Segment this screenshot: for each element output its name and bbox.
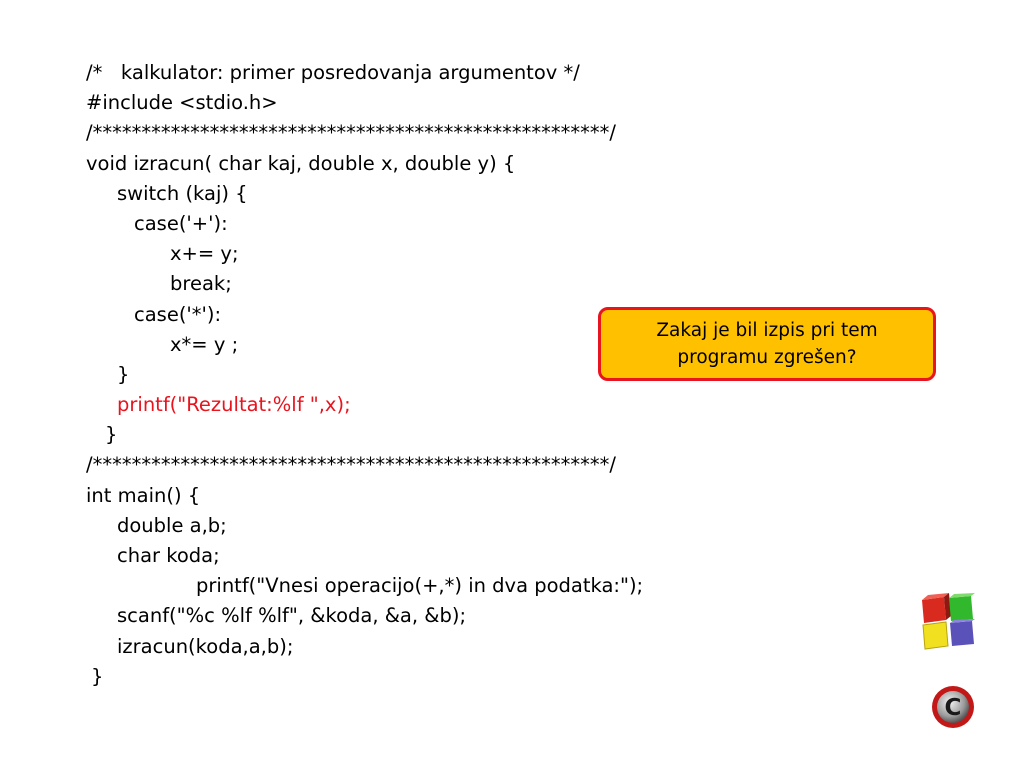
code-line: char koda; <box>117 544 220 567</box>
code-line: case('*'): <box>134 302 222 326</box>
code-line: /* kalkulator: primer posredovanja argumentov */ <box>86 61 580 84</box>
callout-line-1: Zakaj je bil izpis pri tem <box>656 320 878 341</box>
code-line: } <box>117 362 130 386</box>
callout-line-2: programu zgrešen? <box>677 347 857 368</box>
codeblocks-cubes-icon <box>918 592 976 652</box>
code-line: int main() { <box>86 483 201 507</box>
code-line: izracun(koda,a,b); <box>117 634 294 658</box>
code-line: printf("Rezultat:%lf ",x); <box>117 393 351 417</box>
code-listing <box>86 58 643 692</box>
code-line: #include <stdio.h> <box>86 91 278 115</box>
code-line: switch (kaj) { <box>117 181 248 205</box>
code-line: double a,b; <box>117 513 227 537</box>
code-line: x*= y ; <box>170 332 239 356</box>
code-line: scanf("%c %lf %lf", &koda, &a, &b); <box>117 604 467 628</box>
code-line: } <box>91 664 104 688</box>
svg-text:C: C <box>944 695 962 721</box>
question-callout <box>598 307 936 381</box>
code-line: /*****************************************************/ <box>86 453 616 477</box>
code-line: x+= y; <box>170 242 239 266</box>
code-line: void izracun( char kaj, double x, double y) { <box>86 151 516 175</box>
code-line: case('+'): <box>134 211 228 235</box>
code-line: } <box>105 423 118 447</box>
code-line: /*****************************************************/ <box>86 121 616 145</box>
code-line: printf("Vnesi operacijo(+,*) in dva podatka:"); <box>196 574 644 598</box>
code-line: break; <box>170 272 232 296</box>
c-language-icon <box>930 684 976 730</box>
